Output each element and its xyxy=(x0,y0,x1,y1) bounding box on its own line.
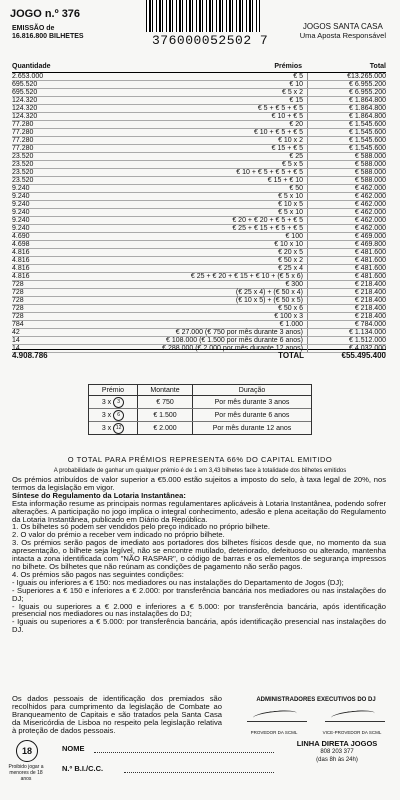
cell-premio: € 50 xyxy=(289,185,303,192)
table-row xyxy=(12,273,386,281)
cell-quantidade: 728 xyxy=(12,281,24,288)
cell-quantidade: 124.320 xyxy=(12,97,38,104)
cell-montante: € 1.500 xyxy=(138,409,193,421)
cell-total: € 218.400 xyxy=(307,313,386,320)
cell-duracao: Por mês durante 3 anos xyxy=(214,398,290,406)
table-row xyxy=(12,209,386,217)
cell-quantidade: 695.520 xyxy=(12,81,38,88)
signature-provedor xyxy=(247,709,307,722)
cell-premio xyxy=(89,396,138,408)
cell-quantidade: 77.280 xyxy=(12,121,34,128)
cell-quantidade: 9.240 xyxy=(12,217,30,224)
cell-quantidade: 124.320 xyxy=(12,113,38,120)
cell-premio xyxy=(89,422,138,434)
cell-montante: € 2.000 xyxy=(138,422,193,434)
cell-total: € 588.000 xyxy=(307,161,386,168)
cell-quantidade: 4.816 xyxy=(12,265,30,272)
prize-percentage: O TOTAL PARA PRÉMIOS REPRESENTA 66% DO CAPITAL EMITIDO xyxy=(67,455,333,464)
table-row xyxy=(12,137,386,145)
cell-premio: € 10 x 2 xyxy=(278,137,303,144)
cell-quantidade: 14 xyxy=(12,337,20,344)
cell-total: €13.265.000 xyxy=(307,73,386,80)
cell-quantidade: 9.240 xyxy=(12,225,30,232)
emission-count: 16.816.800 BILHETES xyxy=(12,33,84,40)
ticket-header xyxy=(0,0,400,64)
barcode-number: 376000052502 7 xyxy=(152,33,269,48)
prize-table-body xyxy=(12,73,386,352)
nome-field[interactable] xyxy=(94,752,274,753)
table-row xyxy=(12,73,386,81)
table-row xyxy=(12,225,386,233)
annuity-table-header xyxy=(89,385,311,396)
rule-4-c: - Iguais ou superiores a € 2.000 e inferiores a € 5.000: por transferência bancária, após identificação presencial nos mediadores ou nas instalações do DJ; xyxy=(12,601,386,619)
table-row xyxy=(12,281,386,289)
cell-quantidade: 9.240 xyxy=(12,193,30,200)
cell-premio: € 10 + € 5 xyxy=(271,113,303,120)
cell-total: € 469.000 xyxy=(307,233,386,240)
cell-total: € 1.864.800 xyxy=(307,113,386,120)
data-protection-text: Os dados pessoais de identificação dos premiados são recolhidos para cumprimento da legislação de Combate ao Branqueamento de Capitais e são tratados pela Santa Casa da Misericórdia de Lisboa no respeito pela legislação relativa à proteção de dados pessoais. xyxy=(12,694,222,735)
list-item xyxy=(89,422,311,434)
prize-table xyxy=(12,63,386,361)
hotline-title: LINHA DIRETA JOGOS xyxy=(296,739,378,748)
cell-quantidade: 23.520 xyxy=(12,153,34,160)
cell-premio: € 100 xyxy=(285,233,303,240)
regulation-heading: Síntese do Regulamento da Lotaria Instantânea: xyxy=(12,490,186,500)
rule-4: 4. Os prémios são pagos nas seguintes condições: xyxy=(12,569,184,579)
table-row xyxy=(12,129,386,137)
table-row xyxy=(12,161,386,169)
cell-total: € 588.000 xyxy=(307,169,386,176)
table-row xyxy=(12,329,386,337)
table-row xyxy=(12,185,386,193)
cell-premio: € 5 + € 5 + € 5 xyxy=(257,105,303,112)
signature-labels xyxy=(238,729,394,737)
cell-premio: € 10 xyxy=(289,81,303,88)
cell-total: € 462.000 xyxy=(307,209,386,216)
total-quantity: 4.908.786 xyxy=(12,351,48,360)
signature-label-2: VICE-PROVEDOR DA SCML xyxy=(322,730,382,735)
cell-premio: € 5 x 5 xyxy=(281,161,303,168)
cell-premio: € 1.000 xyxy=(279,321,303,328)
cell-premio: € 50 x 6 xyxy=(278,305,303,312)
col-premio: Prémio xyxy=(89,385,138,395)
cell-quantidade: 9.240 xyxy=(12,185,30,192)
cell-total: € 218.400 xyxy=(307,305,386,312)
cell-premio: € 5 xyxy=(293,73,303,80)
cell-premio: € 5 x 2 xyxy=(281,89,303,96)
win-probability: A probabilidade de ganhar um qualquer prémio é de 1 em 3,43 bilhetes face à totalidade dos bilhetes emitidos xyxy=(53,468,347,474)
cell-premio: € 20 x 5 xyxy=(278,249,303,256)
cell-premio: € 20 xyxy=(289,121,303,128)
bi-label: N.º B.I./C.C. xyxy=(62,764,104,773)
rule-2: 2. O valor do prémio a receber vem indicado no próprio bilhete. xyxy=(12,530,225,540)
table-row xyxy=(12,105,386,113)
administrators-title: ADMINISTRADORES EXECUTIVOS DO DJ xyxy=(256,697,376,703)
cell-premio: € 300 xyxy=(285,281,303,288)
cell-quantidade: 4.690 xyxy=(12,233,30,240)
table-row xyxy=(12,89,386,97)
cell-quantidade: 14 xyxy=(12,345,20,352)
table-row xyxy=(12,113,386,121)
cell-total: € 1.545.600 xyxy=(307,129,386,136)
cell-quantidade: 124.320 xyxy=(12,105,38,112)
cell-premio: € 100 x 3 xyxy=(274,313,303,320)
table-row xyxy=(12,313,386,321)
cell-duracao: Por mês durante 12 anos xyxy=(212,424,292,432)
cell-total: € 462.000 xyxy=(307,225,386,232)
cell-premio: € 108.000 (€ 1.500 por mês durante 6 anos) xyxy=(166,337,303,344)
cell-total: € 218.400 xyxy=(307,281,386,288)
cell-total: € 218.400 xyxy=(307,297,386,304)
cell-total: € 1.545.600 xyxy=(307,121,386,128)
cell-premio: € 20 + € 20 + € 5 + € 5 xyxy=(232,217,303,224)
brand-block xyxy=(300,22,386,40)
cell-total: € 588.000 xyxy=(307,177,386,184)
cell-total: € 481.600 xyxy=(307,257,386,264)
cell-total: € 588.000 xyxy=(307,153,386,160)
cell-quantidade: 42 xyxy=(12,329,20,336)
cell-premio: € 10 + € 5 + € 5 + € 5 xyxy=(236,169,303,176)
cell-premio: € 25 + € 20 + € 15 + € 10 + (€ 5 x 6) xyxy=(190,273,303,280)
rule-4-a: - Iguais ou inferiores a € 150: nos mediadores ou nas instalações do Departamento de Jogos (DJ); xyxy=(12,577,344,587)
rule-3: 3. Os prémios serão pagos de imediato aos portadores dos bilhetes físicos desde que, no momento da sua apresentação, o bilhete seja legível, não se encontre mutilado, deteriorado, defeituoso ou alterado, mantenha intacta a zona identificada com "NÃO RASPAR", o código de barras e os elementos de segurança impressos no bilhete. Os bilhetes que não reúnam as condições de pagamento não serão pagos. xyxy=(12,538,386,571)
annuity-table-body xyxy=(89,396,311,434)
list-item xyxy=(89,396,311,409)
signatures xyxy=(238,709,394,729)
cell-premio: € 10 + € 5 + € 5 xyxy=(253,129,303,136)
cell-quantidade: 728 xyxy=(12,289,24,296)
total-label: TOTAL xyxy=(278,351,304,360)
regulation-text xyxy=(12,476,386,634)
emission-info xyxy=(12,25,84,41)
cell-total: € 462.000 xyxy=(307,193,386,200)
cell-quantidade: 77.280 xyxy=(12,137,34,144)
hotline-block xyxy=(292,740,382,764)
table-row xyxy=(12,81,386,89)
cell-total: € 6.955.200 xyxy=(307,81,386,88)
cell-premio: € 50 x 2 xyxy=(278,257,303,264)
cell-total: € 218.400 xyxy=(307,289,386,296)
cell-quantidade: 23.520 xyxy=(12,177,34,184)
rule-1: 1. Os bilhetes só podem ser vendidos pelo preço indicado no próprio bilhete. xyxy=(12,522,270,532)
tax-paragraph: Os prémios atribuídos de valor superior a €5.000 estão sujeitos a imposto do selo, à taxa legal de 20%, nos termos da legislação em vigor. xyxy=(12,475,386,492)
game-number: JOGO n.º 376 xyxy=(10,8,81,20)
cell-premio: € 15 xyxy=(289,97,303,104)
rule-4-b: - Superiores a € 150 e inferiores a € 2.000: por transferência bancária nos mediadores ou nas instalações do DJ; xyxy=(12,585,386,603)
cell-premio: (€ 10 x 5) + (€ 50 x 5) xyxy=(235,297,303,304)
coin-icon: 6 xyxy=(113,410,124,421)
table-row xyxy=(12,257,386,265)
coin-icon: 12 xyxy=(113,423,124,434)
brand-name: JOGOS SANTA CASA xyxy=(302,22,383,31)
brand-slogan: Uma Aposta Responsável xyxy=(299,31,386,40)
barcode-icon xyxy=(146,0,260,32)
nome-label: NOME xyxy=(62,744,85,753)
cell-duracao: Por mês durante 6 anos xyxy=(214,411,290,419)
cell-quantidade: 4.816 xyxy=(12,273,30,280)
cell-premio: € 15 + € 10 xyxy=(267,177,303,184)
cell-premio: € 10 x 10 xyxy=(274,241,303,248)
rule-4-d: - Iguais ou superiores a € 5.000: por transferência bancária, após identificação presencial nas instalações do DJ. xyxy=(12,617,386,635)
table-row xyxy=(12,249,386,257)
hotline-number: 808 203 377 xyxy=(320,749,354,755)
regulation-intro: Esta informação resume as principais normas regulamentares aplicáveis à Lotaria Instantânea, podendo sofrer alterações. A participação no jogo implica o integral conhecimento, adesão e plena aceitação do Regulamento da Lotaria Instantânea, publicado em Diário da República. xyxy=(12,498,386,524)
prize-table-header xyxy=(12,63,386,73)
table-row xyxy=(12,321,386,329)
cell-premio xyxy=(89,409,138,421)
cell-quantidade: 728 xyxy=(12,297,24,304)
cell-quantidade: 695.520 xyxy=(12,89,38,96)
emission-label: EMISSÃO de xyxy=(12,25,55,32)
table-row xyxy=(12,217,386,225)
hotline-hours: (das 8h às 24h) xyxy=(316,757,358,763)
cell-quantidade: 77.280 xyxy=(12,129,34,136)
cell-quantidade: 784 xyxy=(12,321,24,328)
cell-total: € 1.864.800 xyxy=(307,105,386,112)
cell-quantidade: 4.816 xyxy=(12,257,30,264)
annuity-table xyxy=(88,384,312,435)
cell-total: € 481.600 xyxy=(307,265,386,272)
table-row xyxy=(12,201,386,209)
table-row xyxy=(12,297,386,305)
table-row xyxy=(12,97,386,105)
table-row xyxy=(12,193,386,201)
col-premios: Prémios xyxy=(274,63,302,70)
table-row xyxy=(12,121,386,129)
cell-quantidade: 2.653.000 xyxy=(12,73,44,80)
cell-total: € 462.000 xyxy=(307,217,386,224)
table-row xyxy=(12,305,386,313)
cell-total: € 469.800 xyxy=(307,241,386,248)
premio-multiplier: 3 x xyxy=(101,424,112,432)
cell-quantidade: 4.698 xyxy=(12,241,30,248)
cell-premio: € 5 x 10 xyxy=(278,193,303,200)
col-total: Total xyxy=(369,63,386,70)
cell-premio: € 25 xyxy=(289,153,303,160)
cell-total: € 481.600 xyxy=(307,249,386,256)
cell-quantidade: 9.240 xyxy=(12,201,30,208)
col-montante: Montante xyxy=(138,385,193,395)
cell-total: € 4.032.000 xyxy=(307,345,386,352)
cell-quantidade: 4.816 xyxy=(12,249,30,256)
table-row xyxy=(12,145,386,153)
total-value: €55.495.400 xyxy=(341,351,386,360)
cell-total: € 1.864.800 xyxy=(307,97,386,104)
cell-premio: (€ 25 x 4) + (€ 50 x 4) xyxy=(235,289,303,296)
cell-premio: € 15 + € 5 xyxy=(271,145,303,152)
signature-vice-provedor xyxy=(325,709,385,722)
prize-table-total xyxy=(12,349,386,361)
data-protection-block xyxy=(12,695,386,735)
cell-quantidade: 23.520 xyxy=(12,161,34,168)
bi-field[interactable] xyxy=(124,772,274,773)
cell-montante: € 750 xyxy=(138,396,193,408)
cell-total: € 1.545.600 xyxy=(307,137,386,144)
col-duracao: Duração xyxy=(238,386,266,394)
table-row xyxy=(12,265,386,273)
signature-label-1: PROVEDOR DA SCML xyxy=(250,730,298,735)
ticket-footer xyxy=(0,738,400,800)
cell-total: € 1.545.600 xyxy=(307,145,386,152)
cell-premio: € 27.000 (€ 750 por mês durante 3 anos) xyxy=(175,329,303,336)
cell-total: € 784.000 xyxy=(307,321,386,328)
cell-quantidade: 728 xyxy=(12,313,24,320)
cell-premio: € 10 x 5 xyxy=(278,201,303,208)
table-row xyxy=(12,289,386,297)
cell-quantidade: 728 xyxy=(12,305,24,312)
cell-premio: € 5 x 10 xyxy=(278,209,303,216)
cell-quantidade: 9.240 xyxy=(12,209,30,216)
table-row xyxy=(12,241,386,249)
cell-quantidade: 23.520 xyxy=(12,169,34,176)
cell-total: € 481.600 xyxy=(307,273,386,280)
premio-multiplier: 3 x xyxy=(101,398,112,406)
col-quantidade: Quantidade xyxy=(12,63,51,70)
table-row xyxy=(12,337,386,345)
table-row xyxy=(12,233,386,241)
table-row xyxy=(12,153,386,161)
age-restriction-icon: 18 xyxy=(16,740,38,762)
age-restriction-text: Proibido jogar a menores de 18 anos xyxy=(8,764,44,782)
list-item xyxy=(89,409,311,422)
cell-total: € 1.134.000 xyxy=(307,329,386,336)
cell-total: € 462.000 xyxy=(307,185,386,192)
premio-multiplier: 3 x xyxy=(101,411,112,419)
cell-premio: € 288.000 (€ 2.000 por mês durante 12 anos) xyxy=(162,345,303,352)
cell-total: € 6.955.200 xyxy=(307,89,386,96)
cell-premio: € 25 x 4 xyxy=(278,265,303,272)
table-row xyxy=(12,177,386,185)
cell-total: € 462.000 xyxy=(307,201,386,208)
coin-icon: 3 xyxy=(113,397,124,408)
cell-total: € 1.512.000 xyxy=(307,337,386,344)
cell-quantidade: 77.280 xyxy=(12,145,34,152)
cell-premio: € 25 + € 15 + € 5 + € 5 xyxy=(232,225,303,232)
table-row xyxy=(12,169,386,177)
